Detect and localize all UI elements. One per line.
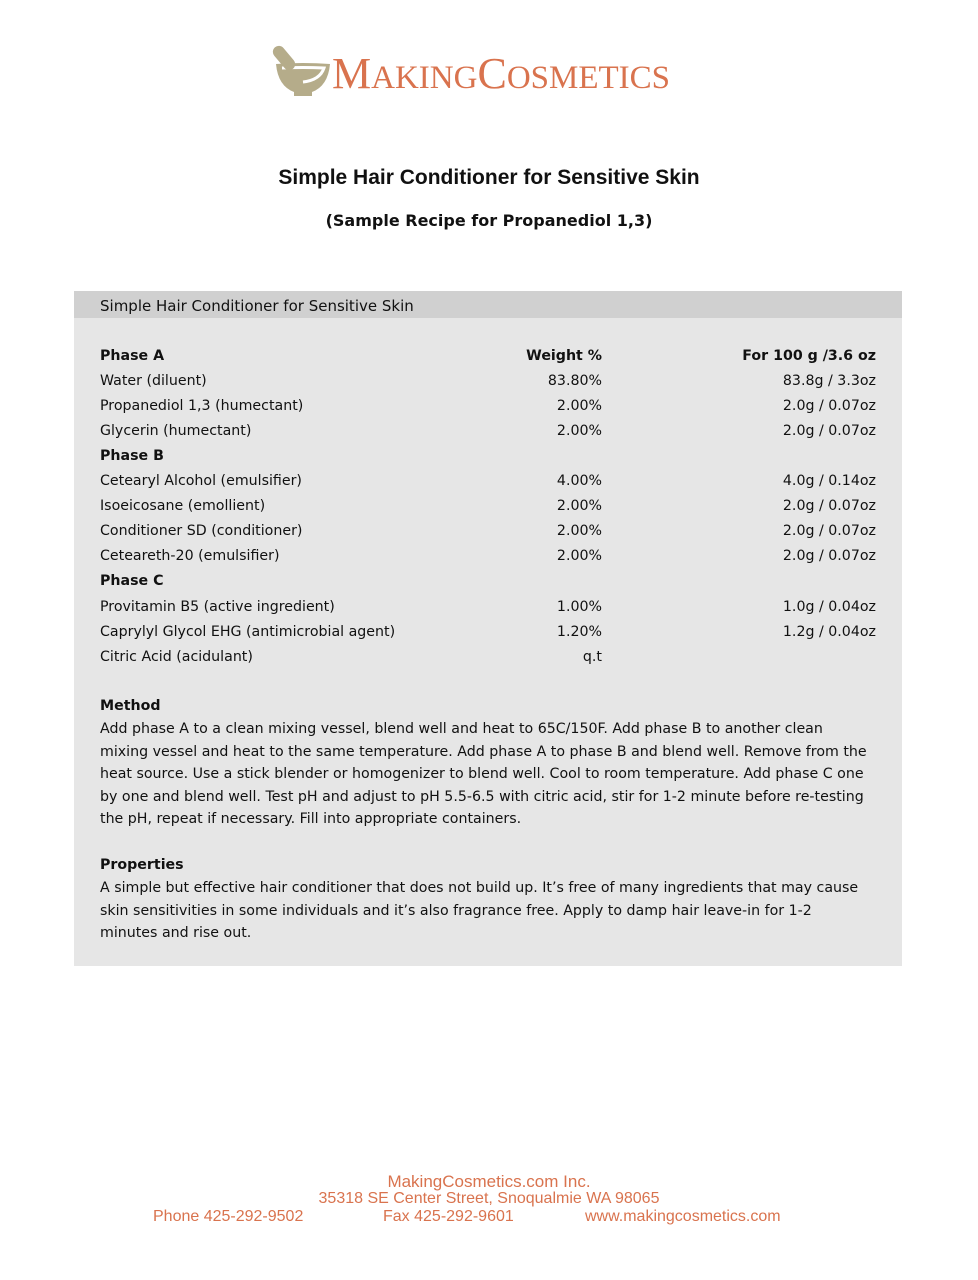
ingredient-name: Caprylyl Glycol EHG (antimicrobial agent)	[100, 624, 396, 640]
phase-b-label-row	[100, 446, 876, 466]
table-row	[100, 622, 876, 642]
brand-name: MAKINGCOSMETICS	[332, 49, 671, 98]
recipe-panel	[74, 291, 902, 966]
weight-header: Weight %	[526, 348, 602, 364]
amount-header: For 100 g /3.6 oz	[742, 348, 876, 364]
ingredient-name: Ceteareth-20 (emulsifier)	[100, 548, 280, 564]
ingredient-weight: 2.00%	[556, 398, 602, 414]
ingredient-amount: 83.8g / 3.3oz	[782, 373, 876, 389]
table-row	[100, 597, 876, 617]
footer-address: 35318 SE Center Street, Snoqualmie WA 98065	[318, 1190, 660, 1207]
phase-c-label: Phase C	[100, 573, 164, 589]
ingredient-amount: 2.0g / 0.07oz	[782, 398, 876, 414]
table-row	[100, 546, 876, 566]
ingredient-name: Glycerin (humectant)	[100, 423, 252, 439]
ingredient-weight: 2.00%	[556, 523, 602, 539]
page-title: Simple Hair Conditioner for Sensitive Skin	[278, 166, 700, 189]
ingredient-name: Cetearyl Alcohol (emulsifier)	[100, 473, 302, 489]
mortar-and-pestle-icon	[272, 40, 334, 100]
panel-title: Simple Hair Conditioner for Sensitive Skin	[100, 297, 414, 315]
table-row	[100, 471, 876, 491]
footer-fax: Fax 425-292-9601	[383, 1208, 514, 1225]
phase-a-label: Phase A	[100, 348, 165, 364]
table-row	[100, 421, 876, 441]
table-row	[100, 521, 876, 541]
ingredient-amount: 1.2g / 0.04oz	[782, 624, 876, 640]
panel-header	[74, 291, 902, 318]
ingredient-name: Conditioner SD (conditioner)	[100, 523, 303, 539]
ingredient-name: Citric Acid (acidulant)	[100, 649, 253, 665]
ingredient-name: Water (diluent)	[100, 373, 207, 389]
ingredient-amount: 2.0g / 0.07oz	[782, 548, 876, 564]
ingredient-weight: q.t	[582, 649, 602, 665]
ingredient-name: Isoeicosane (emollient)	[100, 498, 266, 514]
footer-phone: Phone 425-292-9502	[153, 1208, 304, 1225]
ingredient-weight: 2.00%	[556, 548, 602, 564]
ingredient-weight: 2.00%	[556, 498, 602, 514]
ingredient-weight: 4.00%	[556, 473, 602, 489]
ingredient-amount: 1.0g / 0.04oz	[782, 599, 876, 615]
ingredient-amount: 2.0g / 0.07oz	[782, 423, 876, 439]
table-header-row	[100, 346, 876, 366]
ingredient-weight: 1.20%	[556, 624, 602, 640]
table-row	[100, 396, 876, 416]
method-heading: Method	[100, 698, 161, 714]
ingredient-weight: 2.00%	[556, 423, 602, 439]
ingredient-amount: 2.0g / 0.07oz	[782, 523, 876, 539]
table-row	[100, 496, 876, 516]
properties-text: A simple but effective hair conditioner that does not build up. It’s free of many ingredients that may cause skin sensitivities in some individuals and it’s also fragrance free. Apply to damp hair leave-in for 1-2 minutes and rise out.	[100, 880, 859, 942]
method-text: Add phase A to a clean mixing vessel, blend well and heat to 65C/150F. Add phase B to another clean mixing vessel and heat to the same temperature. Add phase A to phase B and blend well. Remove from the heat source. Use a stick blender or homogenizer to blend well. Cool to room temperature. Add phase C one by one and blend well. Test pH and adjust to pH 5.5-6.5 with citric acid, stir for 1-2 minute before re-testing the pH, repeat if necessary. Fill into appropriate containers.	[100, 721, 867, 828]
ingredient-weight: 1.00%	[556, 599, 602, 615]
footer-company: MakingCosmetics.com Inc.	[387, 1172, 591, 1191]
ingredient-name: Provitamin B5 (active ingredient)	[100, 599, 335, 615]
ingredient-name: Propanediol 1,3 (humectant)	[100, 398, 304, 414]
table-row	[100, 371, 876, 391]
phase-c-label-row	[100, 571, 876, 591]
footer-website-link[interactable]: www.makingcosmetics.com	[585, 1208, 781, 1225]
table-row	[100, 647, 876, 667]
page-subtitle: (Sample Recipe for Propanediol 1,3)	[325, 211, 653, 230]
ingredient-amount: 4.0g / 0.14oz	[782, 473, 876, 489]
ingredient-weight: 83.80%	[547, 373, 602, 389]
properties-heading: Properties	[100, 857, 184, 873]
ingredient-amount: 2.0g / 0.07oz	[782, 498, 876, 514]
phase-b-label: Phase B	[100, 448, 164, 464]
brand-logo	[272, 40, 702, 104]
